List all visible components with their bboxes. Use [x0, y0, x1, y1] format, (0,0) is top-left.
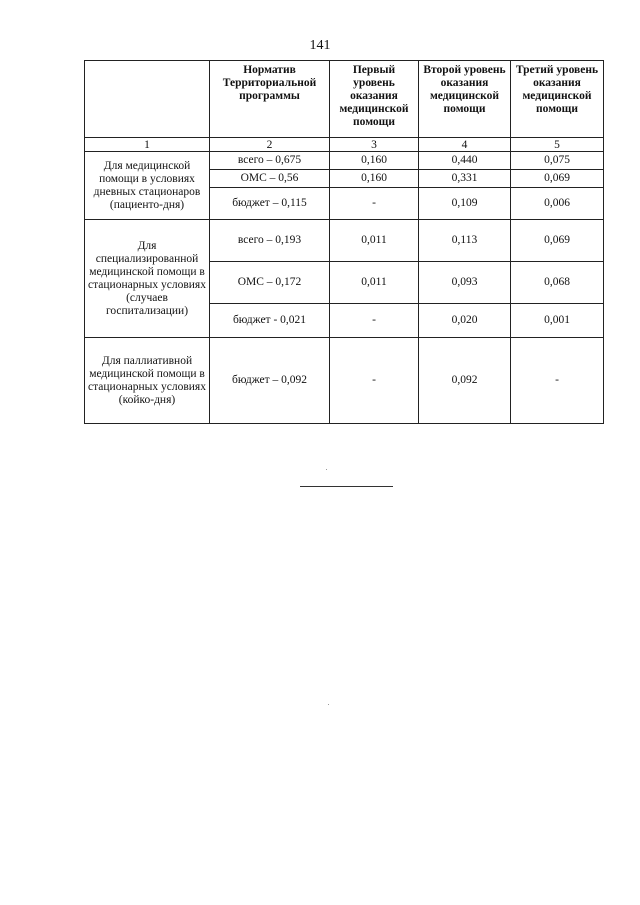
- header-cell-level-3: Третий уровень оказания медицинской помощи: [511, 61, 604, 138]
- normatives-table: [84, 60, 604, 424]
- column-number: 3: [330, 138, 419, 152]
- column-number: 5: [511, 138, 604, 152]
- level-2-cell: 0,093: [419, 262, 511, 304]
- norm-cell: бюджет – 0,092: [210, 338, 330, 424]
- norm-cell: бюджет – 0,115: [210, 188, 330, 220]
- norm-cell: ОМС – 0,56: [210, 170, 330, 188]
- header-cell-level-1: Первый уровень оказания медицинской помощи: [330, 61, 419, 138]
- level-3-cell: 0,068: [511, 262, 604, 304]
- end-of-document-line: [300, 486, 393, 487]
- category-cell: Для специализированной медицинской помощи в стационарных условиях (случаев госпитализации): [85, 220, 210, 338]
- level-3-cell: 0,069: [511, 220, 604, 262]
- header-row: [85, 61, 604, 138]
- header-cell-category: [85, 61, 210, 138]
- category-cell: Для паллиативной медицинской помощи в стационарных условиях (койко-дня): [85, 338, 210, 424]
- level-1-cell: 0,011: [330, 220, 419, 262]
- level-2-cell: 0,113: [419, 220, 511, 262]
- header-cell-norm: Норматив Территориальной программы: [210, 61, 330, 138]
- level-1-cell: 0,160: [330, 170, 419, 188]
- level-2-cell: 0,331: [419, 170, 511, 188]
- norm-cell: ОМС – 0,172: [210, 262, 330, 304]
- table-row: [85, 220, 604, 262]
- level-2-cell: 0,440: [419, 152, 511, 170]
- scan-speck: [328, 704, 329, 705]
- level-1-cell: -: [330, 304, 419, 338]
- table-row: [85, 152, 604, 170]
- level-3-cell: -: [511, 338, 604, 424]
- header-cell-level-2: Второй уровень оказания медицинской помощи: [419, 61, 511, 138]
- level-3-cell: 0,075: [511, 152, 604, 170]
- norm-cell: всего – 0,675: [210, 152, 330, 170]
- column-number-row: [85, 138, 604, 152]
- level-1-cell: -: [330, 188, 419, 220]
- level-2-cell: 0,092: [419, 338, 511, 424]
- level-1-cell: 0,160: [330, 152, 419, 170]
- column-number: 4: [419, 138, 511, 152]
- level-3-cell: 0,006: [511, 188, 604, 220]
- level-1-cell: 0,011: [330, 262, 419, 304]
- level-3-cell: 0,069: [511, 170, 604, 188]
- column-number: 2: [210, 138, 330, 152]
- level-3-cell: 0,001: [511, 304, 604, 338]
- norm-cell: бюджет - 0,021: [210, 304, 330, 338]
- level-1-cell: -: [330, 338, 419, 424]
- category-cell: Для медицинской помощи в условиях дневных стационаров (пациенто-дня): [85, 152, 210, 220]
- level-2-cell: 0,109: [419, 188, 511, 220]
- table-row: [85, 338, 604, 424]
- page-number: 141: [309, 38, 331, 53]
- column-number: 1: [85, 138, 210, 152]
- scan-speck: [326, 469, 327, 470]
- norm-cell: всего – 0,193: [210, 220, 330, 262]
- level-2-cell: 0,020: [419, 304, 511, 338]
